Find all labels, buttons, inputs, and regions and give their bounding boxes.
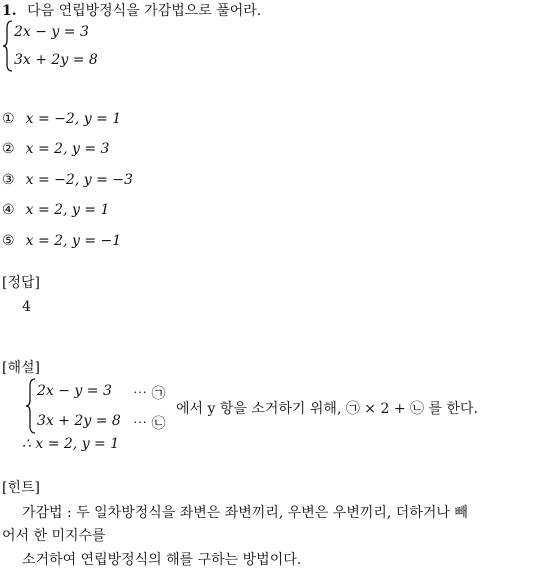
explanation-text: 에서 y 항을 소거하기 위해, ㉠ × 2 + ㉡ 를 한다. [176, 401, 478, 417]
hint-line-3: 소거하여 연립방정식의 해를 구하는 방법이다. [22, 552, 302, 568]
choice-5[interactable] [2, 230, 121, 249]
explanation-label: [해설] [2, 360, 40, 376]
question-system-brace [2, 20, 14, 72]
question-equation-2: 3x + 2y = 8 [14, 52, 98, 68]
choice-5-text: x = 2, y = −1 [25, 233, 122, 249]
answer-label: [정답] [2, 275, 40, 291]
choice-2[interactable] [2, 138, 109, 157]
explanation-equation-2: 3x + 2y = 8 [37, 413, 121, 429]
hint-line-2: 어서 한 미지수를 [2, 528, 106, 544]
choice-1[interactable] [2, 108, 121, 127]
question-header [2, 0, 261, 20]
explanation-equation-2-tag: ⋯ ㉡ [133, 416, 166, 432]
choice-2-text: x = 2, y = 3 [25, 141, 110, 157]
choice-1-text: x = −2, y = 1 [25, 111, 122, 127]
choice-2-mark: ② [2, 141, 15, 157]
hint-line-1: 가감법 : 두 일차방정식을 좌변은 좌변끼리, 우변은 우변끼리, 더하거나 빼 [22, 505, 468, 521]
explanation-result: ∴ x = 2, y = 1 [22, 436, 120, 452]
explanation-system-brace [25, 378, 37, 434]
question-number: 1. [2, 3, 17, 19]
explanation-equation-1-tag: ⋯ ㉠ [133, 386, 166, 402]
choice-5-mark: ⑤ [2, 233, 15, 249]
question-text: 다음 연립방정식을 가감법으로 풀어라. [27, 3, 262, 19]
choice-4[interactable] [2, 199, 109, 218]
choice-3[interactable] [2, 169, 133, 188]
answer-value: 4 [22, 299, 31, 315]
explanation-equation-1: 2x − y = 3 [37, 383, 112, 399]
choice-4-mark: ④ [2, 202, 15, 218]
hint-label: [힌트] [2, 480, 40, 496]
choice-3-mark: ③ [2, 172, 15, 188]
choice-1-mark: ① [2, 111, 15, 127]
question-equation-1: 2x − y = 3 [14, 24, 89, 40]
choice-4-text: x = 2, y = 1 [25, 202, 110, 218]
choice-3-text: x = −2, y = −3 [25, 172, 133, 188]
